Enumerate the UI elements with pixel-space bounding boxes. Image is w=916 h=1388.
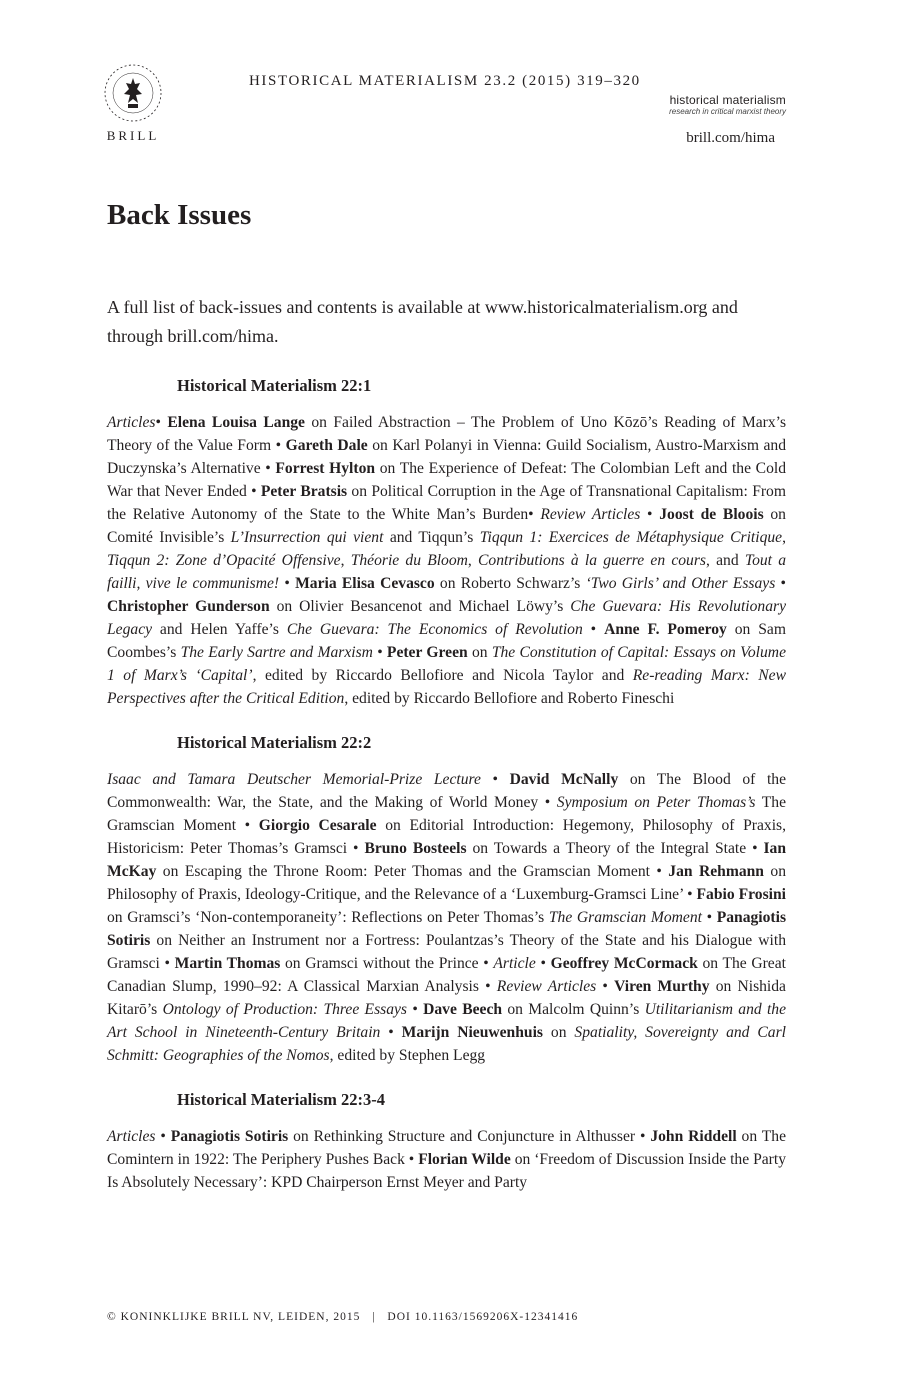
issue-contents: Articles • Panagiotis Sotiris on Rethinking Structure and Conjuncture in Althusser • John Riddell on The Comintern in 1922: The Periphery Pushes Back • Florian Wilde on ‘Freedom of Discussion Inside the Party Is Absolutely Necessary’: KPD Chairperson Ernst Meyer and Party (107, 1128, 786, 1191)
author-name: Maria Elisa Cevasco (295, 575, 435, 592)
doi[interactable]: DOI 10.1163/1569206X-12341416 (387, 1311, 579, 1323)
publisher-name: BRILL (106, 128, 160, 143)
issue-section (107, 732, 786, 1067)
author-name: Forrest Hylton (275, 460, 376, 477)
italic-title: The Gramscian Moment (548, 909, 702, 926)
author-name: Joost de Bloois (659, 506, 764, 523)
author-name: Anne F. Pomeroy (604, 621, 727, 638)
author-name: Bruno Bosteels (364, 840, 467, 857)
italic-title: Spatiality, Sovereignty and Carl Schmitt: Geographies of the Nomos (107, 1024, 786, 1064)
copyright-text: KONINKLIJKE BRILL NV, LEIDEN, 2015 (120, 1311, 361, 1323)
italic-title: Contributions à la guerre en cours (478, 552, 706, 569)
author-name: David McNally (509, 771, 619, 788)
italic-title: Re-reading Marx: New Perspectives after the Critical Edition (107, 667, 787, 707)
issue-heading: Historical Materialism 22:1 (177, 376, 372, 395)
copyright-symbol: © (107, 1311, 117, 1323)
italic-title: Articles (107, 414, 156, 431)
italic-title: Tiqqun 2: Zone d’Opacité Offensive (107, 552, 341, 569)
issue-contents: Articles• Elena Louisa Lange on Failed Abstraction – The Problem of Uno Kōzō’s Reading of Marx’s Theory of the Value Form • Gareth Dale on Karl Polanyi in Vienna: Guild Socialism, Austro-Marxism and Duczynska’s Alternative • Forrest Hylton on The Experience of Defeat: The Colombian Left and the Cold War that Never Ended • Peter Bratsis on Political Corruption in the Age of Transnational Capitalism: From the Relative Autonomy of the State to the White Man’s Burden• Review Articles • Joost de Bloois on Comité Invisible’s L’Insurrection qui vient and Tiqqun’s Tiqqun 1: Exercices de Métaphysique Critique, Tiqqun 2: Zone d’Opacité Offensive, Théorie du Bloom, Contributions à la guerre en cours, and Tout a failli, vive le communisme! • Maria Elisa Cevasco on Roberto Schwarz’s ‘Two Girls’ and Other Essays • Christopher Gunderson on Olivier Besancenot and Michael Löwy’s Che Guevara: His Revolutionary Legacy and Helen Yaffe’s Che Guevara: The Economics of Revolution • Anne F. Pomeroy on Sam Coombes’s The Early Sartre and Marxism • Peter Green on The Constitution of Capital: Essays on Volume 1 of Marx’s ‘Capital’, edited by Riccardo Bellofiore and Nicola Taylor and Re-reading Marx: New Perspectives after the Critical Edition, edited by Riccardo Bellofiore and Roberto Fineschi (107, 414, 787, 707)
italic-title: Articles (107, 1128, 156, 1145)
italic-title: Tiqqun 1: Exercices de Métaphysique Critique (479, 529, 783, 546)
italic-title: Review Articles (540, 506, 641, 523)
author-name: Gareth Dale (285, 437, 368, 454)
journal-mark-title: historical materialism (669, 93, 786, 107)
italic-title: Che Guevara: The Economics of Revolution (286, 621, 583, 638)
italic-title: Che Guevara: His Revolutionary Legacy (107, 598, 786, 638)
journal-mark-subtitle: research in critical marxist theory (669, 107, 786, 116)
italic-title: Isaac and Tamara Deutscher Memorial-Prize Lecture (107, 771, 481, 788)
footer (107, 1311, 578, 1323)
author-name: Ian McKay (107, 840, 787, 880)
main-content (107, 293, 786, 1216)
author-name: Florian Wilde (418, 1151, 511, 1168)
author-name: Peter Bratsis (260, 483, 348, 500)
author-name: Geoffrey McCormack (550, 955, 698, 972)
brill-seal-icon (102, 62, 164, 124)
brill-logo (98, 62, 168, 144)
author-name: Dave Beech (423, 1001, 503, 1018)
author-name: John Riddell (650, 1128, 737, 1145)
italic-title: Article (493, 955, 536, 972)
author-name: Elena Louisa Lange (167, 414, 305, 431)
italic-title: Théorie du Bloom (350, 552, 468, 569)
italic-title: The Early Sartre and Marxism (180, 644, 373, 661)
italic-title: Utilitarianism and the Art School in Nineteenth-Century Britain (107, 1001, 787, 1041)
author-name: Panagiotis Sotiris (170, 1128, 289, 1145)
author-name: Jan Rehmann (668, 863, 764, 880)
issue-section (107, 1089, 786, 1194)
author-name: Giorgio Cesarale (258, 817, 377, 834)
author-name: Panagiotis Sotiris (107, 909, 787, 949)
italic-title: Review Articles (496, 978, 597, 995)
author-name: Marijn Nieuwenhuis (401, 1024, 543, 1041)
author-name: Viren Murthy (614, 978, 710, 995)
italic-title: Symposium on Peter Thomas’s (556, 794, 756, 811)
author-name: Peter Green (386, 644, 468, 661)
page-title: Back Issues (107, 199, 252, 231)
italic-title: L’Insurrection qui vient (230, 529, 384, 546)
italic-title: ‘Two Girls’ and Other Essays (585, 575, 776, 592)
intro-paragraph: A full list of back-issues and contents is available at www.historicalmaterialism.org and through brill.com/hima. (107, 297, 738, 346)
journal-url[interactable]: brill.com/hima (686, 130, 775, 146)
journal-mark (669, 94, 786, 117)
issue-contents: Isaac and Tamara Deutscher Memorial-Prize Lecture • David McNally on The Blood of the Commonwealth: War, the State, and the Making of World Money • Symposium on Peter Thomas’s The Gramscian Moment • Giorgio Cesarale on Editorial Introduction: Hegemony, Philosophy of Praxis, Historicism: Peter Thomas’s Gramsci • Bruno Bosteels on Towards a Theory of the Integral State • Ian McKay on Escaping the Throne Room: Peter Thomas and the Gramscian Moment • Jan Rehmann on Philosophy of Praxis, Ideology-Critique, and the Relevance of a ‘Luxemburg-Gramsci Line’ • Fabio Frosini on Gramsci’s ‘Non-contemporaneity’: Reflections on Peter Thomas’s The Gramscian Moment • Panagiotis Sotiris on Neither an Instrument nor a Fortress: Poulantzas’s Theory of the State and his Dialogue with Gramsci • Martin Thomas on Gramsci without the Prince • Article • Geoffrey McCormack on The Great Canadian Slump, 1990–92: A Classical Marxian Analysis • Review Articles • Viren Murthy on Nishida Kitarō’s Ontology of Production: Three Essays • Dave Beech on Malcolm Quinn’s Utilitarianism and the Art School in Nineteenth-Century Britain • Marijn Nieuwenhuis on Spatiality, Sovereignty and Carl Schmitt: Geographies of the Nomos, edited by Stephen Legg (107, 771, 787, 1064)
issue-section (107, 375, 786, 710)
footer-separator: | (372, 1311, 376, 1323)
issue-heading: Historical Materialism 22:3-4 (177, 1090, 386, 1109)
author-name: Fabio Frosini (696, 886, 786, 903)
issue-heading: Historical Materialism 22:2 (177, 733, 372, 752)
italic-title: Tout a failli, vive le communisme! (107, 552, 786, 592)
italic-title: The Constitution of Capital: Essays on Volume 1 of Marx’s ‘Capital’ (107, 644, 786, 684)
journal-citation: HISTORICAL MATERIALISM 23.2 (2015) 319–320 (249, 73, 641, 89)
author-name: Martin Thomas (174, 955, 281, 972)
italic-title: Ontology of Production: Three Essays (162, 1001, 408, 1018)
author-name: Christopher Gunderson (107, 598, 270, 615)
